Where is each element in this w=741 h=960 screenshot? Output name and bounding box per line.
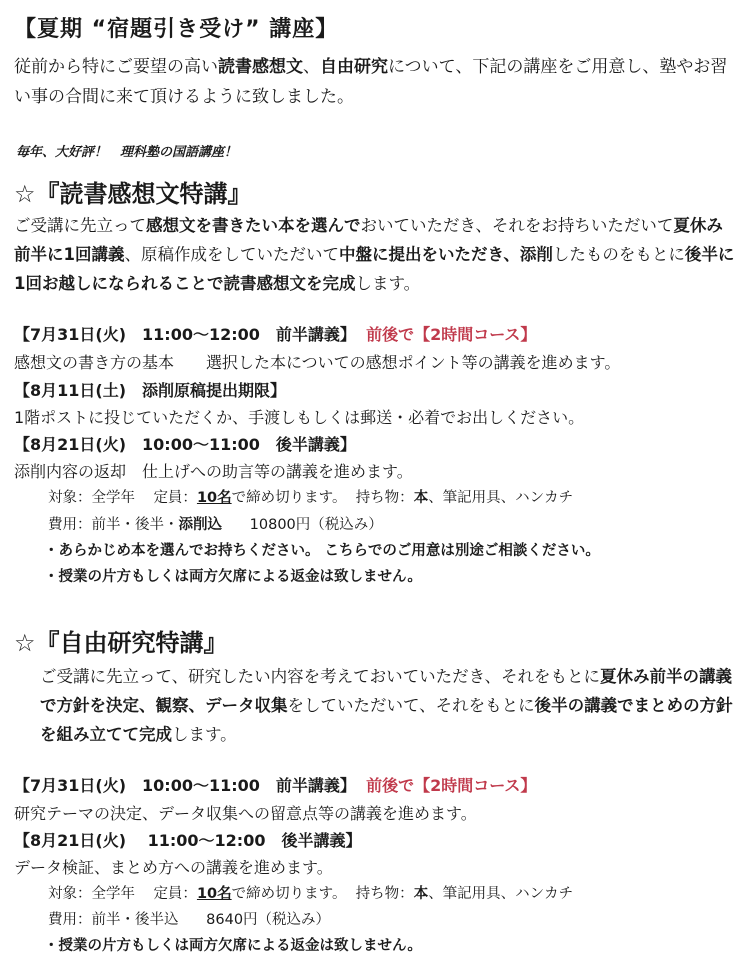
reading-session-2-text: 1階ポストに投じていただくか、手渡しもしくは郵送・必着でお出しください。 [14,408,585,427]
research-session-2-header: 【8月21日(火) 11:00～12:00 後半講義】 [14,831,362,850]
reading-desc-line-3: 1回お越しになられることで読書感想文を完成します。 [14,274,421,293]
reading-target: 対象：全学年 定員：10名で締め切ります。 持ち物：本、筆記用具、ハンカチ [48,490,574,506]
tagline: 毎年、大好評！ 理科塾の国語講座！ [16,145,238,160]
course-note: 前後で【2時間コース】 [366,776,537,795]
reading-session-3-header: 【8月21日(火) 10:00～11:00 後半講義】 [14,435,356,454]
research-heading: ☆『自由研究特講』 [14,629,228,657]
intro-line-2: い事の合間に来て頂けるように致しました。 [14,87,354,107]
research-target: 対象：全学年 定員：10名で締め切ります。 持ち物：本、筆記用具、ハンカチ [48,886,574,902]
reading-session-1-header: 【7月31日(火) 11:00～12:00 前半講義】 前後で【2時間コース】 [14,325,537,344]
page-title: 【夏期 “宿題引き受け” 講座】 [14,17,339,42]
research-desc-line-3: を組み立てて完成します。 [40,725,237,744]
reading-heading: ☆『読書感想文特講』 [14,180,252,208]
research-session-2-text: データ検証、まとめ方への講義を進めます。 [14,858,333,877]
reading-session-2-header: 【8月11日(土) 添削原稿提出期限】 [14,381,287,400]
reading-desc-line-1: ご受講に先立って感想文を書きたい本を選んでおいていただき、それをお持ちいただいて夏休み [14,216,723,235]
research-fee: 費用：前半・後半込 8640円（税込み） [48,912,331,928]
research-desc-line-2: で方針を決定、観察、データ収集をしていただいて、それをもとに後半の講義でまとめの方針 [40,696,733,715]
research-session-1-text: 研究テーマの決定、データ収集への留意点等の講義を進めます。 [14,804,477,823]
reading-description [14,211,734,298]
course-note: 前後で【2時間コース】 [366,325,537,344]
reading-note-2: ・授業の片方もしくは両方欠席による返金は致しません。 [44,569,422,585]
research-desc-line-1: ご受講に先立って、研究したい内容を考えておいていただき、それをもとに夏休み前半の講義 [40,667,733,686]
reading-note-1: ・あらかじめ本を選んでお持ちください。 こちらでのご用意は別途ご相談ください。 [44,543,600,559]
research-session-1-header: 【7月31日(火) 10:00～11:00 前半講義】 前後で【2時間コース】 [14,776,537,795]
reading-session-1-text: 感想文の書き方の基本 選択した本についての感想ポイント等の講義を進めます。 [14,353,621,372]
research-description [40,662,733,749]
reading-desc-line-2: 前半に1回講義、原稿作成をしていただいて中盤に提出をいただき、添削したものをもとに後半に [14,245,735,264]
intro-line-1: 従前から特にご要望の高い読書感想文、自由研究について、下記の講座をご用意し、塾やお習 [14,57,728,77]
reading-fee: 費用：前半・後半・添削込 10800円（税込み） [48,517,383,533]
reading-session-3-text: 添削内容の返却 仕上げへの助言等の講義を進めます。 [14,462,413,481]
intro-text [14,52,727,112]
research-note-1: ・授業の片方もしくは両方欠席による返金は致しません。 [44,938,422,954]
